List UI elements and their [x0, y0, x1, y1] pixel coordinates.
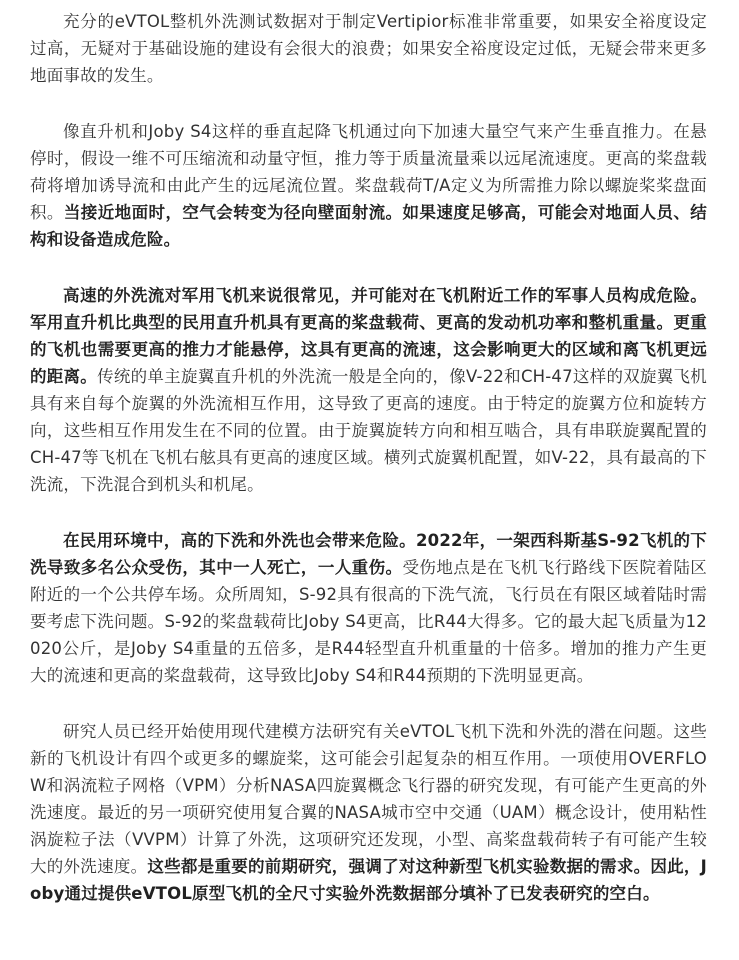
paragraph-civil-downwash: [30, 527, 707, 689]
paragraph-military-outwash: [30, 282, 707, 498]
paragraph-text: 受伤地点是在飞机飞行路线下医院着陆区附近的一个公共停车场。众所周知，S-92具有很高的下洗气流，飞行员在有限区域着陆时需要考虑下洗问题。S-92的桨盘载荷比Joby S4更高，比R44大得多。它的最大起飞质量为12020公斤，是Joby S4重量的五倍多，是R44轻型直升机重量的十倍多。增加的推力产生更大的流速和更高的桨盘载荷，这导致比Joby S4和R44预期的下洗明显更高。: [30, 558, 707, 685]
paragraph-emphasis: 这些都是重要的前期研究，强调了对这种新型飞机实验数据的需求。因此，Joby通过提供eVTOL原型飞机的全尺寸实验外洗数据部分填补了已发表研究的空白。: [30, 857, 707, 903]
paragraph-text: 传统的单主旋翼直升机的外洗流一般是全向的，像V-22和CH-47这样的双旋翼飞机具有来自每个旋翼的外洗流相互作用，这导致了更高的速度。由于特定的旋翼方位和旋转方向，这些相互作用发生在不同的位置。由于旋翼旋转方向和相互啮合，具有串联旋翼配置的CH-47等飞机在飞机右舷具有更高的速度区域。横列式旋翼机配置，如V-22，具有最高的下洗流，下洗混合到机头和机尾。: [30, 367, 707, 494]
paragraph-evtol-research: [30, 718, 707, 907]
paragraph-text: 像直升机和Joby S4这样的垂直起降飞机通过向下加速大量空气来产生垂直推力。在悬停时，假设一维不可压缩流和动量守恒，推力等于质量流量乘以远尾流速度。更高的桨盘载荷将增加诱导流和由此产生的远尾流位置。桨盘载荷T/A定义为所需推力除以螺旋桨桨盘面积。: [30, 122, 707, 222]
paragraph-emphasis: 高速的外洗流对军用飞机来说很常见，并可能对在飞机附近工作的军事人员构成危险。军用直升机比典型的民用直升机具有更高的桨盘载荷、更高的发动机功率和整机重量。更重的飞机也需要更高的推力才能悬停，这具有更高的流速，这会影响更大的区域和离飞机更远的距离。: [30, 286, 707, 386]
paragraph-text: 研究人员已经开始使用现代建模方法研究有关eVTOL飞机下洗和外洗的潜在问题。这些新的飞机设计有四个或更多的螺旋桨，这可能会引起复杂的相互作用。一项使用OVERFLOW和涡流粒子网格（VPM）分析NASA四旋翼概念飞行器的研究发现，有可能产生更高的外洗速度。最近的另一项研究使用复合翼的NASA城市空中交通（UAM）概念设计，使用粘性涡旋粒子法（VVPM）计算了外洗，这项研究还发现，小型、高桨盘载荷转子有可能产生较大的外洗速度。: [30, 722, 707, 876]
paragraph-text: 充分的eVTOL整机外洗测试数据对于制定Vertipior标准非常重要，如果安全裕度设定过高，无疑对于基础设施的建设有会很大的浪费；如果安全裕度设定过低，无疑会带来更多地面事故的发生。: [30, 12, 707, 85]
paragraph-vertical-thrust: [30, 118, 707, 253]
paragraph-emphasis: 当接近地面时，空气会转变为径向壁面射流。如果速度足够高，可能会对地面人员、结构和设备造成危险。: [30, 203, 707, 249]
paragraph-vertiport-standards: [30, 8, 707, 89]
paragraph-emphasis: 在民用环境中，高的下洗和外洗也会带来危险。2022年，一架西科斯基S-92飞机的下洗导致多名公众受伤，其中一人死亡，一人重伤。: [30, 531, 707, 577]
